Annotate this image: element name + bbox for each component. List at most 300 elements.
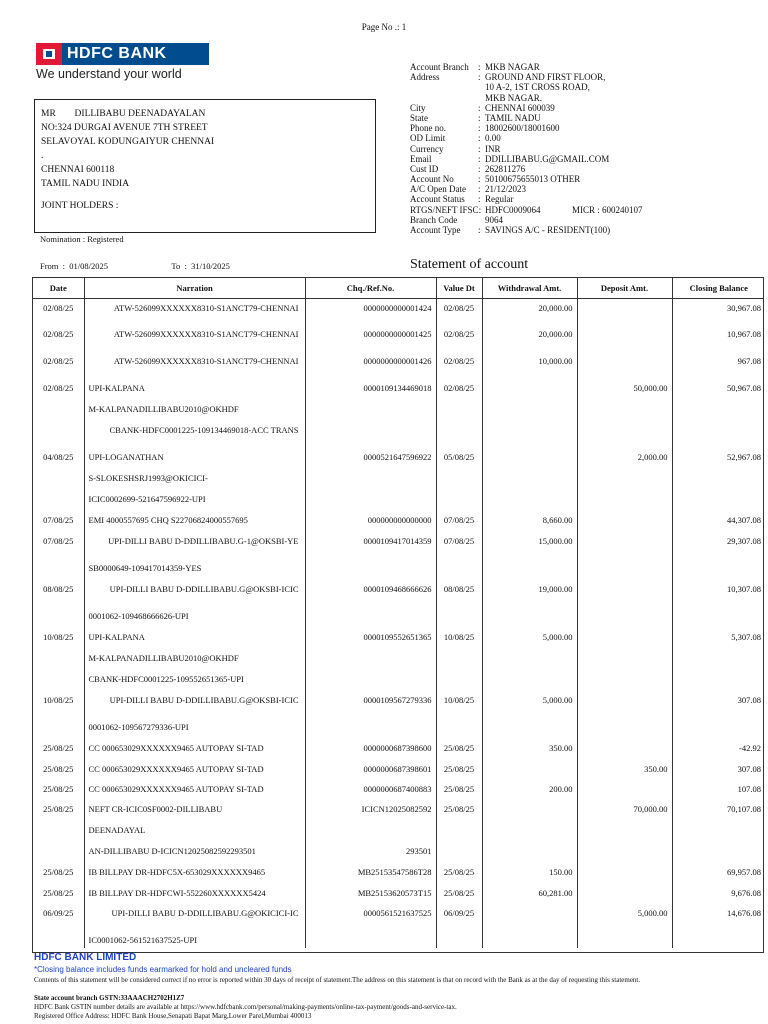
row-value-date: 07/08/25 [436,511,482,532]
table-row [33,800,764,821]
email-label: Email [410,153,432,164]
row-closing-balance [672,649,764,670]
row-narration: SB0000649-109417014359-YES [84,559,305,580]
row-value-date [436,842,482,863]
statement-table-body [33,298,764,948]
row-value-date: 25/08/25 [436,780,482,800]
row-narration: S-SLOKESHSRJ1993@OKICICI- [84,469,305,490]
row-ref: MB25153547586T28 [305,863,436,884]
customer-name-line [41,109,205,119]
to-date: 31/10/2025 [191,261,230,271]
row-withdrawal [482,821,577,842]
row-ref: 0000109134469018 [305,379,436,400]
row-narration: DEENADAYAL [84,821,305,842]
row-date [33,559,84,580]
row-withdrawal [482,448,577,469]
row-closing-balance [672,400,764,421]
row-ref: 0000109468666626 [305,580,436,607]
row-date [33,931,84,948]
row-date [33,469,84,490]
row-deposit [577,559,672,580]
row-narration: AN-DILLIBABU D-ICICN12025082592293501 [84,842,305,863]
table-row [33,863,764,884]
row-closing-balance: 29,307.08 [727,536,761,546]
row-deposit [577,325,672,352]
col-narration: Narration [84,278,305,298]
row-deposit [577,821,672,842]
customer-address-3: . [41,151,44,161]
table-row [33,628,764,649]
phone-value: : 18002600/18001600 [478,123,560,134]
row-ref [305,559,436,580]
footer-registered-office: Registered Office Address: HDFC Bank House,Senapati Bapat Marg,Lower Parel,Mumbai 400013 [34,1012,312,1020]
footer-gstin: State account branch GSTN:33AAACH2702H1Z7 [34,994,185,1002]
row-narration: NEFT CR-ICIC0SF0002-DILLIBABU [84,800,305,821]
row-date [33,649,84,670]
row-deposit: 350.00 [577,760,672,780]
row-narration: M-KALPANADILLIBABU2010@OKHDF [84,649,305,670]
footer-closing-note: *Closing balance includes funds earmarked for hold and uncleared funds [34,965,292,974]
col-closing-balance: Closing Balance [672,278,764,298]
row-ref [305,469,436,490]
row-narration: ATW-526099XXXXXX8310-S1ANCT79-CHENNAI [84,352,305,379]
account-status-label: Account Status [410,194,465,205]
row-ref: MB25153620573T15 [305,884,436,904]
row-withdrawal: 5,000.00 [482,628,577,649]
row-ref: 0000000687400883 [305,780,436,800]
row-date [33,718,84,739]
row-value-date: 10/08/25 [436,628,482,649]
row-withdrawal: 15,000.00 [482,532,577,559]
row-closing-balance: 44,307.08 [727,515,761,525]
address-value-2: 10 A-2, 1ST CROSS ROAD, [485,82,590,93]
customer-name: DILLIBABU DEENADAYALAN [74,109,206,119]
table-row [33,691,764,718]
row-ref [305,607,436,628]
row-value-date [436,400,482,421]
row-narration: UPI-LOGANATHAN [84,448,305,469]
table-row [33,931,764,948]
customer-state: TAMIL NADU INDIA [41,179,130,189]
table-row [33,649,764,670]
row-value-date [436,718,482,739]
row-value-date [436,421,482,448]
account-type-label: Account Type [410,225,461,235]
row-deposit [577,718,672,739]
row-deposit [577,607,672,628]
row-deposit [577,863,672,884]
row-withdrawal [482,490,577,511]
row-value-date [436,670,482,691]
row-date: 04/08/25 [33,448,84,469]
row-narration: UPI-DILLI BABU D-DDILLIBABU.G-1@OKSBI-YE [84,532,305,559]
col-date: Date [33,278,84,298]
statement-table [32,277,764,953]
row-withdrawal: 10,000.00 [482,352,577,379]
row-deposit: 5,000.00 [577,904,672,931]
row-closing-balance: 967.08 [737,356,761,366]
row-narration: IC0001062-561521637525-UPI [84,931,305,948]
row-date [33,842,84,863]
row-date: 02/08/25 [33,379,84,400]
row-date [33,607,84,628]
row-value-date: 05/08/25 [436,448,482,469]
table-row [33,904,764,931]
table-row [33,448,764,469]
branch-code-label: Branch Code [410,214,458,225]
row-date [33,400,84,421]
col-withdrawal: Withdrawal Amt. [482,278,577,298]
row-value-date: 10/08/25 [436,691,482,718]
row-narration: ICIC0002699-521647596922-UPI [84,490,305,511]
from-label: From [40,261,59,271]
row-narration: UPI-KALPANA [84,379,305,400]
row-value-date: 02/08/25 [436,325,482,352]
row-deposit [577,580,672,607]
email-value: : DDILLIBABU.G@GMAIL.COM [478,153,610,164]
row-withdrawal [482,469,577,490]
row-deposit: 70,000.00 [577,800,672,821]
row-narration: 0001062-109567279336-UPI [84,718,305,739]
row-value-date: 25/08/25 [436,800,482,821]
from-date: 01/08/2025 [69,261,109,271]
page-number: Page No .: 1 [361,22,407,32]
row-value-date: 02/08/25 [436,298,482,325]
row-date: 25/08/25 [33,863,84,884]
row-deposit [577,532,672,559]
row-ref: 0000521647596922 [305,448,436,469]
bank-name: HDFC BANK [62,43,209,65]
row-withdrawal [482,718,577,739]
row-ref: 0000000687398600 [305,739,436,760]
ifsc-label: RTGS/NEFT IFSC: [410,204,482,215]
row-deposit [577,400,672,421]
hdfc-logo-icon [36,43,62,65]
row-narration: 0001062-109468666626-UPI [84,607,305,628]
table-row [33,718,764,739]
row-narration: UPI-DILLI BABU D-DDILLIBABU.G@OKSBI-ICIC [84,691,305,718]
row-narration: M-KALPANADILLIBABU2010@OKHDF [84,400,305,421]
row-closing-balance: 307.08 [737,764,761,774]
address-value-3: MKB NAGAR. [485,92,543,103]
row-deposit [577,691,672,718]
row-narration: CC 000653029XXXXXX9465 AUTOPAY SI-TAD [84,760,305,780]
cust-id-label: Cust ID [410,163,439,174]
row-deposit [577,649,672,670]
table-row [33,532,764,559]
row-withdrawal: 5,000.00 [482,691,577,718]
row-date: 25/08/25 [33,884,84,904]
footer-gstin-note: HDFC Bank GSTIN number details are available at https://www.hdfcbank.com/personal/making-payments/online-tax-payment/goods-and-service-tax. [34,1003,457,1011]
row-date: 07/08/25 [33,511,84,532]
col-value-date: Value Dt [436,278,482,298]
row-ref [305,718,436,739]
city-value: : CHENNAI 600039 [478,102,555,113]
row-narration: UPI-DILLI BABU D-DDILLIBABU.G@OKSBI-ICIC [84,580,305,607]
row-closing-balance: 107.08 [737,784,761,794]
col-deposit: Deposit Amt. [577,278,672,298]
row-date: 02/08/25 [33,298,84,325]
table-row [33,298,764,325]
row-date [33,670,84,691]
row-closing-balance: 52,967.08 [727,452,761,462]
row-narration: UPI-KALPANA [84,628,305,649]
row-value-date: 07/08/25 [436,532,482,559]
currency-value: : INR [478,143,501,154]
row-ref [305,931,436,948]
row-ref [305,400,436,421]
table-row [33,580,764,607]
row-withdrawal: 200.00 [482,780,577,800]
nomination: Nomination : Registered [40,234,124,244]
row-withdrawal: 350.00 [482,739,577,760]
row-date: 25/08/25 [33,780,84,800]
joint-holders: JOINT HOLDERS : [41,201,119,211]
account-no-value: : 50100675655013 OTHER [478,174,581,185]
micr-value: MICR : 600240107 [572,204,643,215]
row-value-date: 25/08/25 [436,739,482,760]
account-no-label: Account No [410,174,454,185]
row-ref: 0000109567279336 [305,691,436,718]
row-withdrawal [482,931,577,948]
row-value-date: 08/08/25 [436,580,482,607]
row-narration: ATW-526099XXXXXX8310-S1ANCT79-CHENNAI [84,325,305,352]
open-date-value: : 21/12/2023 [478,184,527,195]
row-value-date: 25/08/25 [436,760,482,780]
row-withdrawal: 20,000.00 [482,298,577,325]
table-row [33,739,764,760]
row-deposit [577,780,672,800]
row-closing-balance: 50,967.08 [727,383,761,393]
row-value-date: 25/08/25 [436,863,482,884]
currency-label: Currency [410,143,444,154]
row-ref [305,670,436,691]
row-withdrawal: 60,281.00 [482,884,577,904]
row-closing-balance: 10,967.08 [727,329,761,339]
table-row [33,760,764,780]
row-closing-balance [672,559,764,580]
row-date: 02/08/25 [33,352,84,379]
row-deposit: 50,000.00 [577,379,672,400]
row-narration: CC 000653029XXXXXX9465 AUTOPAY SI-TAD [84,780,305,800]
table-header-row [33,278,764,298]
row-deposit [577,421,672,448]
row-ref: 293501 [305,842,436,863]
row-withdrawal: 19,000.00 [482,580,577,607]
row-date [33,421,84,448]
row-withdrawal [482,421,577,448]
row-date [33,490,84,511]
state-value: : TAMIL NADU [478,112,541,123]
row-closing-balance: 30,967.08 [727,302,761,313]
row-value-date [436,607,482,628]
row-closing-balance [672,469,764,490]
address-value-1: : GROUND AND FIRST FLOOR, [478,72,606,83]
row-withdrawal [482,842,577,863]
row-closing-balance: 5,307.08 [731,632,761,642]
row-deposit: 2,000.00 [577,448,672,469]
row-withdrawal [482,760,577,780]
row-withdrawal [482,904,577,931]
row-deposit [577,469,672,490]
table-row [33,400,764,421]
row-ref: 0000109417014359 [305,532,436,559]
row-value-date [436,649,482,670]
row-closing-balance [672,931,764,948]
row-withdrawal [482,670,577,691]
row-deposit [577,931,672,948]
row-withdrawal: 150.00 [482,863,577,884]
table-row [33,379,764,400]
footer-bank-limited: HDFC BANK LIMITED [34,952,137,963]
row-ref: ICICN12025082592 [305,800,436,821]
table-row [33,511,764,532]
row-deposit [577,628,672,649]
row-ref: 0000000687398601 [305,760,436,780]
row-date: 10/08/25 [33,628,84,649]
row-closing-balance: 14,676.08 [727,908,761,918]
row-closing-balance [672,718,764,739]
row-date: 25/08/25 [33,739,84,760]
customer-city: CHENNAI 600118 [41,165,115,175]
row-withdrawal [482,649,577,670]
row-ref: 000000000000000 [305,511,436,532]
od-limit-value: : 0.00 [478,133,501,144]
row-ref [305,490,436,511]
cust-id-value: : 262811276 [478,163,526,174]
row-ref [305,649,436,670]
row-narration: IB BILLPAY DR-HDFC5X-653029XXXXXX9465 [84,863,305,884]
table-row [33,490,764,511]
account-type-value: : SAVINGS A/C - RESIDENT(100) [478,225,611,235]
row-value-date: 25/08/25 [436,884,482,904]
customer-address-box [34,99,376,233]
row-narration: CBANK-HDFC0001225-109134469018-ACC TRANS [84,421,305,448]
row-ref [305,821,436,842]
row-deposit [577,670,672,691]
row-value-date [436,821,482,842]
row-date: 25/08/25 [33,760,84,780]
row-withdrawal: 8,660.00 [482,511,577,532]
row-narration: UPI-DILLI BABU D-DDILLIBABU.G@OKICICI-IC [84,904,305,931]
table-row [33,821,764,842]
row-ref: 0000000000001424 [305,298,436,325]
table-row [33,325,764,352]
row-withdrawal [482,607,577,628]
table-row [33,469,764,490]
bank-tagline: We understand your world [36,67,182,81]
ifsc-value: HDFC0009064 [485,204,541,215]
od-limit-label: OD Limit [410,133,446,144]
row-value-date [436,490,482,511]
branch-code-value: 9064 [485,214,503,225]
row-closing-balance: 69,957.08 [727,867,761,877]
row-narration: CC 000653029XXXXXX9465 AUTOPAY SI-TAD [84,739,305,760]
customer-address-1: NO:324 DURGAI AVENUE 7TH STREET [41,123,208,133]
to-label: To [171,261,181,271]
row-ref [305,421,436,448]
row-deposit [577,490,672,511]
table-row [33,607,764,628]
table-row [33,559,764,580]
row-closing-balance [672,670,764,691]
statement-period: From : 01/08/2025 To : 31/10/2025 [40,261,230,271]
table-row [33,670,764,691]
city-label: City [410,102,426,113]
customer-title: MR [41,109,56,119]
row-narration: CBANK-HDFC0001225-109552651365-UPI [84,670,305,691]
row-closing-balance [672,842,764,863]
row-closing-balance [672,490,764,511]
row-withdrawal [482,400,577,421]
address-label: Address [410,72,440,83]
bank-logo [36,43,209,65]
row-narration: ATW-526099XXXXXX8310-S1ANCT79-CHENNAI [84,298,305,325]
customer-address-2: SELAVOYAL KODUNGAIYUR CHENNAI [41,137,215,147]
phone-label: Phone no. [410,123,446,134]
row-ref: 0000000000001425 [305,325,436,352]
row-narration: IB BILLPAY DR-HDFCWI-552260XXXXXX5424 [84,884,305,904]
table-row [33,421,764,448]
row-deposit [577,511,672,532]
row-value-date: 02/08/25 [436,379,482,400]
row-narration: EMI 4000557695 CHQ S22706824000557695 [84,511,305,532]
state-label: State [410,112,428,123]
row-ref: 0000109552651365 [305,628,436,649]
table-row [33,780,764,800]
row-withdrawal [482,559,577,580]
open-date-label: A/C Open Date [410,184,466,195]
row-date: 08/08/25 [33,580,84,607]
row-value-date [436,469,482,490]
row-date: 10/08/25 [33,691,84,718]
row-closing-balance: 10,307.08 [727,584,761,594]
table-row [33,842,764,863]
row-ref: 0000000000001426 [305,352,436,379]
row-closing-balance: 307.08 [737,695,761,705]
statement-title: Statement of account [410,257,529,272]
row-value-date [436,931,482,948]
row-closing-balance: -42.92 [739,743,761,753]
col-ref: Chq./Ref.No. [305,278,436,298]
row-date [33,821,84,842]
row-closing-balance [672,821,764,842]
row-date: 07/08/25 [33,532,84,559]
row-deposit [577,842,672,863]
footer-contents-note: Contents of this statement will be considered correct if no error is reported within 30 days of receipt of statement.The address on this statement is that on record with the Bank as at the day of requesting this statement. [34,976,641,984]
row-closing-balance: 70,107.08 [727,804,761,814]
table-row [33,884,764,904]
row-closing-balance [672,421,764,448]
account-branch-value: : MKB NAGAR [478,62,540,72]
row-withdrawal: 20,000.00 [482,325,577,352]
row-deposit [577,739,672,760]
account-branch-label: Account Branch [410,62,469,72]
row-deposit [577,298,672,325]
row-value-date: 06/09/25 [436,904,482,931]
row-closing-balance: 9,676.08 [731,888,761,898]
row-date: 25/08/25 [33,800,84,821]
row-ref: 0000561521637525 [305,904,436,931]
row-date: 02/08/25 [33,325,84,352]
row-withdrawal [482,800,577,821]
row-deposit [577,884,672,904]
row-value-date [436,559,482,580]
row-date: 06/09/25 [33,904,84,931]
account-status-value: : Regular [478,194,514,205]
table-row [33,352,764,379]
row-closing-balance [672,607,764,628]
